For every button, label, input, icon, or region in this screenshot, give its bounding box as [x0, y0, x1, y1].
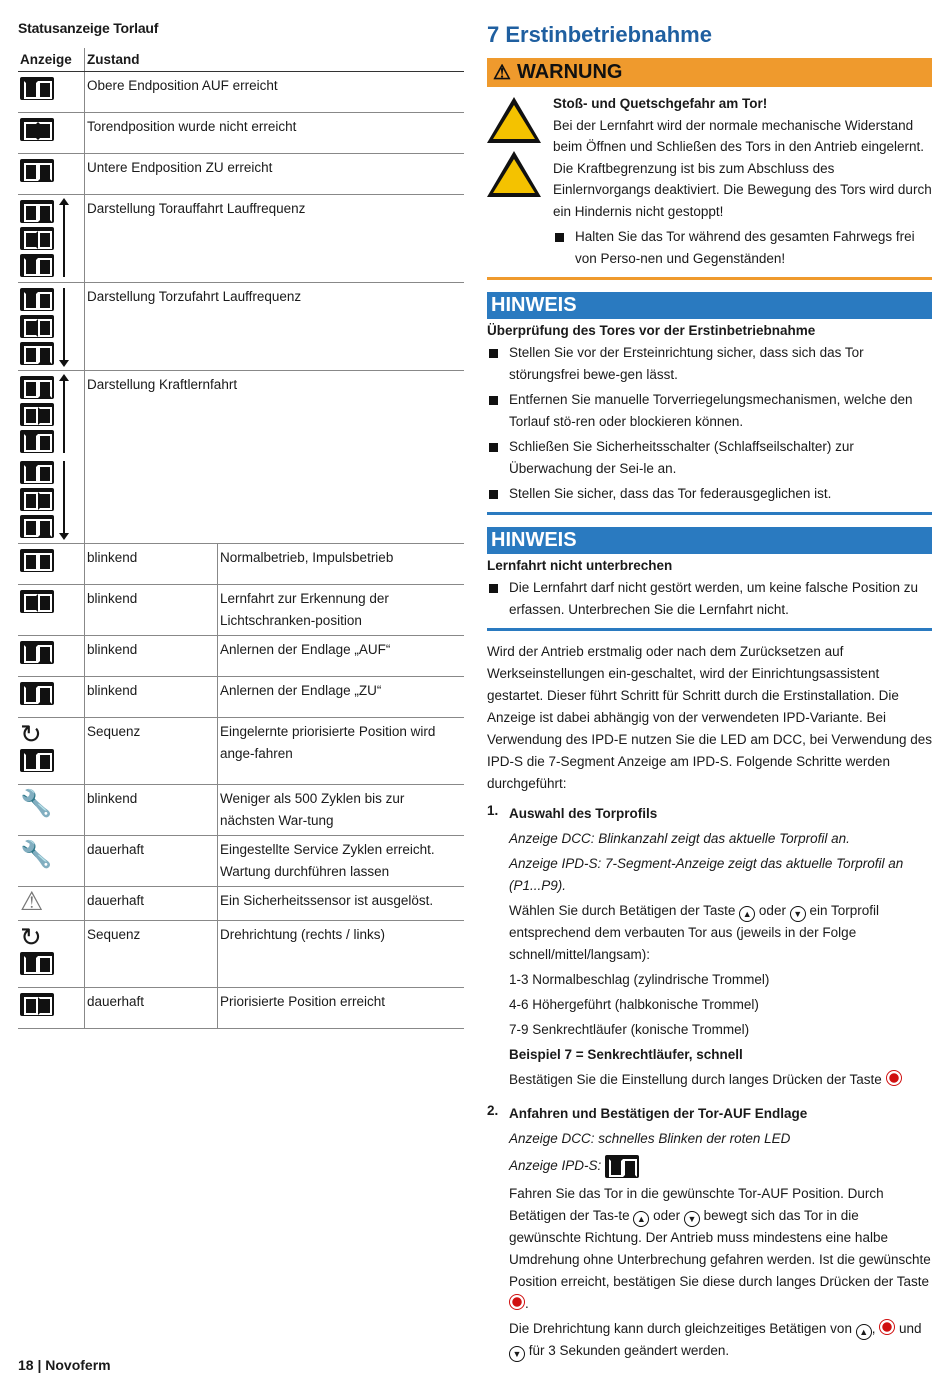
header-anzeige: Anzeige [18, 48, 85, 72]
stop-button-icon [509, 1294, 525, 1310]
page-footer: 18 | Novoferm [18, 1357, 111, 1373]
wrench-icon: 🔧 [18, 785, 85, 836]
table-row [18, 371, 464, 544]
warning-icon: ⚠ [493, 62, 511, 84]
commissioning-section [487, 18, 932, 1374]
segment-display-icon [605, 1155, 639, 1178]
list-item: Entfernen Sie manuelle Torverriegelungsmechanismen, welche den Torlauf stö-ren oder blockieren können. [487, 389, 932, 433]
down-button-icon: ▼ [684, 1211, 700, 1227]
header-zustand: Zustand [85, 48, 465, 72]
segment-display-icon [18, 636, 85, 677]
table-row [18, 636, 464, 677]
step-item [487, 803, 932, 1091]
step-info: Anzeige DCC: schnelles Blinken der roten LED [509, 1131, 791, 1146]
segment-display-icon [18, 677, 85, 718]
row-state: Torendposition wurde nicht erreicht [85, 113, 465, 154]
table-header [18, 48, 464, 72]
table-row [18, 72, 464, 113]
step-text: Wählen Sie durch Betätigen der Taste ▲ oder ▼ ein Torprofil entsprechend dem verbauten Tor aus (jeweils in der Folge schnell/mittel/langsam): [509, 903, 880, 962]
row-desc: Weniger als 500 Zyklen bis zur nächsten War-tung [218, 785, 465, 836]
row-state: Sequenz [85, 921, 218, 988]
row-state: Darstellung Torzufahrt Lauffrequenz [85, 283, 465, 371]
option-text: 1-3 Normalbeschlag (zylindrische Trommel) [509, 972, 770, 987]
up-button-icon: ▲ [739, 906, 755, 922]
step-number: 1. [487, 803, 499, 818]
step-info: Anzeige IPD-S: 7-Segment-Anzeige zeigt das aktuelle Torprofil an (P1...P9). [509, 856, 904, 893]
list-item: Schließen Sie Sicherheitsschalter (Schlaffseilschalter) zur Überwachung der Sei-le an. [487, 436, 932, 480]
row-state: dauerhaft [85, 887, 218, 921]
row-state: blinkend [85, 785, 218, 836]
segment-display-icon [18, 72, 85, 113]
row-desc: Eingestellte Service Zyklen erreicht. Wartung durchführen lassen [218, 836, 465, 887]
hinweis-box [487, 323, 932, 515]
segment-sequence-up-icon [18, 195, 85, 283]
table-row [18, 283, 464, 371]
hinweis-heading: Überprüfung des Tores vor der Erstinbetriebnahme [487, 323, 816, 338]
hinweis-banner: HINWEIS [487, 527, 932, 554]
status-section [18, 18, 464, 1029]
warning-box [487, 87, 932, 280]
warning-banner [487, 58, 932, 87]
step-text: Die Drehrichtung kann durch gleichzeitiges Betätigen von ▲ , und ▼ für 3 Sekunden geändert werden. [509, 1318, 932, 1362]
intro-paragraph: Wird der Antrieb erstmalig oder nach dem Zurücksetzen auf Werkseinstellungen ein-geschaltet, wird der Einrichtungsassistent gestartet. Dieser führt Schritt für Schritt durch die Erstinstallation. Die Anzeige ist dabei abhängig von der verwendeten IPD-Variante. Bei Verwendung des IPD-E nutzen Sie die LED am DCC, bei Verwendung des IPD-S die 7-Segment Anzeige am IPD-S. Folgende Schritte werden durchgeführt: [487, 644, 933, 791]
warning-label: WARNUNG [516, 61, 623, 83]
list-item: Stellen Sie vor der Ersteinrichtung sicher, dass sich das Tor störungsfrei bewe-gen lässt. [487, 342, 932, 386]
row-state: blinkend [85, 677, 218, 718]
row-desc: Eingelernte priorisierte Position wird ange-fahren [218, 718, 465, 785]
warning-triangle-icon: ⚠ [18, 887, 85, 921]
row-desc: Anlernen der Endlage „AUF“ [218, 636, 465, 677]
row-desc: Priorisierte Position erreicht [218, 988, 465, 1029]
step-info: Anzeige DCC: Blinkanzahl zeigt das aktuelle Torprofil an. [509, 831, 850, 846]
warning-heading: Stoß- und Quetschgefahr am Tor! [553, 96, 768, 111]
row-state: dauerhaft [85, 988, 218, 1029]
step-info: Anzeige IPD-S: [509, 1153, 932, 1180]
segment-display-icon [18, 113, 85, 154]
list-item: Halten Sie das Tor während des gesamten Fahrwegs frei von Perso-nen und Gegenständen! [553, 226, 932, 270]
segment-display-icon [18, 585, 85, 636]
table-row [18, 887, 464, 921]
row-desc: Anlernen der Endlage „ZU“ [218, 677, 465, 718]
table-row [18, 988, 464, 1029]
segment-sequence-force-icon [18, 371, 85, 544]
table-row [18, 585, 464, 636]
table-row [18, 113, 464, 154]
row-desc: Drehrichtung (rechts / links) [218, 921, 465, 988]
warning-text: Bei der Lernfahrt wird der normale mechanische Widerstand beim Öffnen und Schließen des Tors in den Antrieb eingelernt. Die Kraftbegrenzung ist bis zum Abschluss des Einlernvorgangs deaktiviert. Die Bewegung des Tors wird durch ein Hindernis nicht gestoppt! [553, 117, 932, 219]
page-title: 7 Erstinbetriebnahme [487, 22, 712, 47]
list-item: Stellen Sie sicher, dass das Tor federausgeglichen ist. [487, 483, 932, 505]
hand-crush-hazard-icon [487, 97, 541, 143]
row-state: Darstellung Torauffahrt Lauffrequenz [85, 195, 465, 283]
table-row [18, 195, 464, 283]
segment-display-icon [18, 154, 85, 195]
row-state: Darstellung Kraftlernfahrt [85, 371, 465, 544]
section-title: Statusanzeige Torlauf [18, 20, 159, 36]
hinweis-heading: Lernfahrt nicht unterbrechen [487, 558, 673, 573]
option-text: 7-9 Senkrechtläufer (konische Trommel) [509, 1022, 750, 1037]
step-text: Fahren Sie das Tor in die gewünschte Tor-AUF Position. Durch Betätigen der Tas-te ▲ oder ▼ bewegt sich das Tor in die gewünschte Richtung. Der Antrieb muss mindestens eine halbe Umdrehung ohne Unterbrechung gefahren werden. Ist die gewünschte Position erreicht, bestätigen Sie diese durch langes Drücken der Taste . [509, 1186, 931, 1311]
segment-display-icon [18, 544, 85, 585]
row-state: Sequenz [85, 718, 218, 785]
step-heading: Anfahren und Bestätigen der Tor-AUF Endlage [509, 1106, 808, 1121]
row-desc: Lernfahrt zur Erkennung der Lichtschranken-position [218, 585, 465, 636]
up-button-icon: ▲ [856, 1324, 872, 1340]
segment-display-icon [18, 988, 85, 1029]
table-row [18, 544, 464, 585]
stop-button-icon [886, 1070, 902, 1086]
rotate-sequence-icon: ↻ [18, 921, 85, 988]
table-row [18, 677, 464, 718]
hinweis-banner: HINWEIS [487, 292, 932, 319]
confirm-text: Bestätigen Sie die Einstellung durch langes Drücken der Taste [509, 1069, 932, 1091]
steps-list [487, 803, 932, 1362]
table-row [18, 836, 464, 887]
row-state: blinkend [85, 585, 218, 636]
person-crush-hazard-icon [487, 151, 541, 197]
wrench-icon: 🔧 [18, 836, 85, 887]
stop-button-icon [879, 1319, 895, 1335]
step-item [487, 1103, 932, 1362]
hinweis-box [487, 558, 932, 631]
step-number: 2. [487, 1103, 499, 1118]
list-item: Die Lernfahrt darf nicht gestört werden, um keine falsche Position zu erfassen. Unterbrechen Sie die Lernfahrt nicht. [487, 577, 932, 621]
example-text: Beispiel 7 = Senkrechtläufer, schnell [509, 1047, 743, 1062]
option-text: 4-6 Höhergeführt (halbkonische Trommel) [509, 997, 759, 1012]
rotate-sequence-icon: ↻ [18, 718, 85, 785]
down-button-icon: ▼ [790, 906, 806, 922]
row-state: Untere Endposition ZU erreicht [85, 154, 465, 195]
status-table [18, 48, 464, 1029]
row-desc: Ein Sicherheitssensor ist ausgelöst. [218, 887, 465, 921]
segment-sequence-down-icon [18, 283, 85, 371]
row-state: blinkend [85, 544, 218, 585]
row-state: dauerhaft [85, 836, 218, 887]
row-state: blinkend [85, 636, 218, 677]
down-button-icon: ▼ [509, 1346, 525, 1362]
table-row [18, 154, 464, 195]
up-button-icon: ▲ [633, 1211, 649, 1227]
table-row [18, 785, 464, 836]
row-desc: Normalbetrieb, Impulsbetrieb [218, 544, 465, 585]
table-row [18, 718, 464, 785]
row-state: Obere Endposition AUF erreicht [85, 72, 465, 113]
table-row [18, 921, 464, 988]
step-heading: Auswahl des Torprofils [509, 806, 658, 821]
